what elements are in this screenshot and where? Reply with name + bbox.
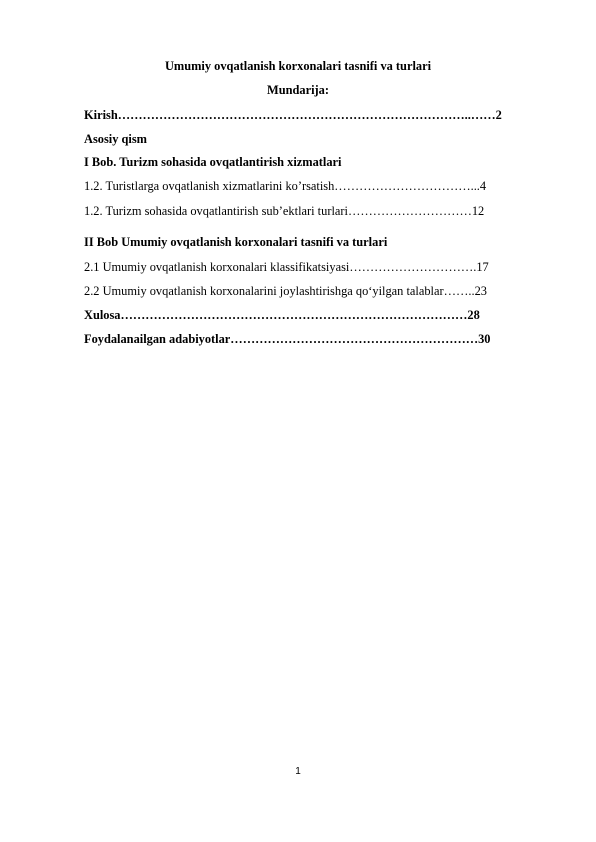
toc-entry-bibliography: Foydalanailgan adabiyotlar……………………………………………………30 <box>84 332 491 346</box>
page-number: 1 <box>295 766 301 777</box>
contents-heading: Mundarija: <box>267 83 329 97</box>
toc-entry-main-part: Asosiy qism <box>84 132 147 146</box>
toc-entry-chapter-1: I Bob. Turizm sohasida ovqatlantirish xizmatlari <box>84 155 342 169</box>
toc-entry-chapter-2: II Bob Umumiy ovqatlanish korxonalari tasnifi va turlari <box>84 235 388 249</box>
toc-entry-section-1-2: 1.2. Turizm sohasida ovqatlantirish sub’ektlari turlari…………………………12 <box>84 204 485 218</box>
toc-entry-section-2-2: 2.2 Umumiy ovqatlanish korxonalarini joylashtirishga qo‘yilgan talablar……..23 <box>84 284 487 298</box>
document-title: Umumiy ovqatlanish korxonalari tasnifi va turlari <box>164 59 432 73</box>
toc-entry-section-1-1: 1.2. Turistlarga ovqatlanish xizmatlarini ko’rsatish……………………………...4 <box>84 179 487 193</box>
toc-entry-introduction: Kirish…………………………………………………………………………..……2 <box>84 108 502 122</box>
toc-entry-conclusion: Xulosa…………………………………………………………………………28 <box>84 308 480 322</box>
toc-entry-section-2-1: 2.1 Umumiy ovqatlanish korxonalari klassifikatsiyasi………………………….17 <box>84 260 489 274</box>
